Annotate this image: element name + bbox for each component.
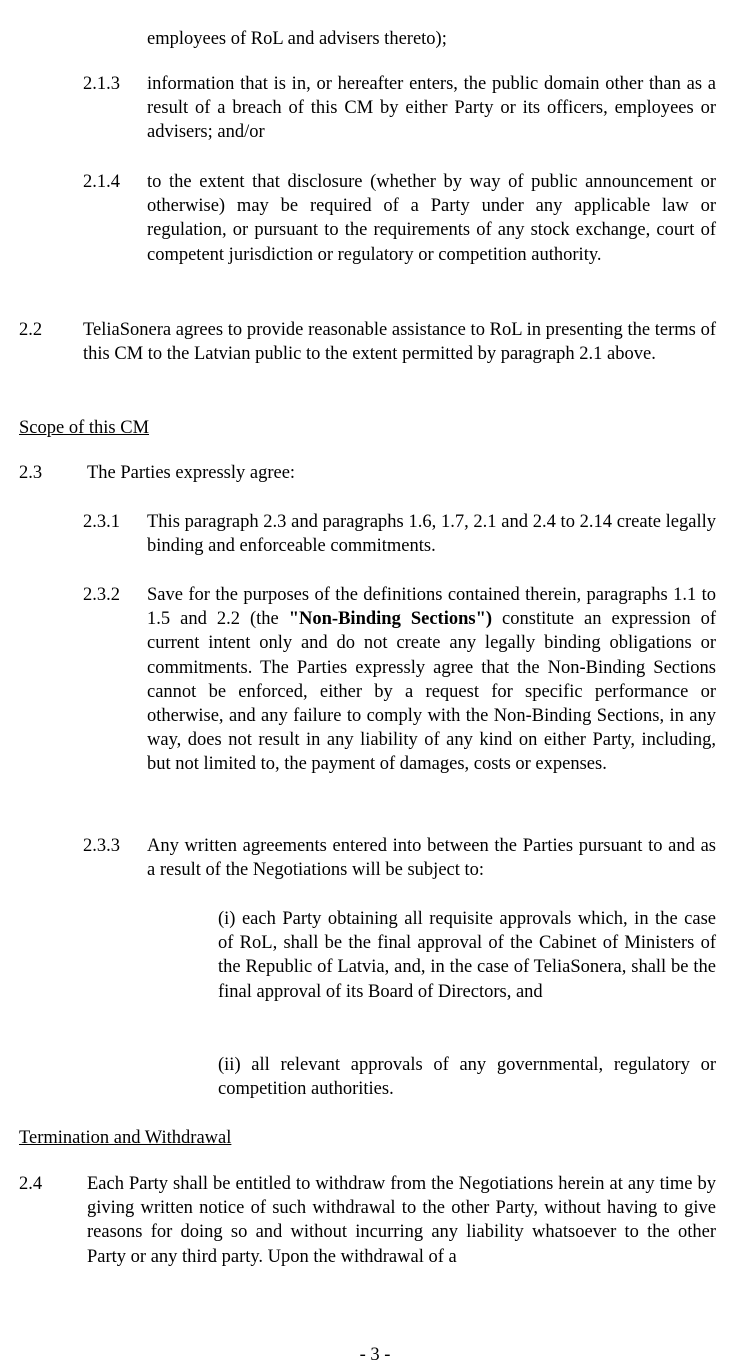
paragraph-number-2-1-3: 2.1.3 — [83, 74, 120, 94]
paragraph-number-2-3: 2.3 — [19, 463, 43, 483]
paragraph-text-2-3: The Parties expressly agree: — [87, 463, 296, 483]
paragraph-number-2-3-3: 2.3.3 — [83, 836, 120, 856]
paragraph-text-2-2: TeliaSonera agrees to provide reasonable assistance to RoL in presenting the terms of this CM to the Latvian public to the extent permitted by paragraph 2.1 above. — [83, 320, 716, 365]
paragraph-text-2-3-1: This paragraph 2.3 and paragraphs 1.6, 1.7, 2.1 and 2.4 to 2.14 create legally binding and enforceable commitments. — [147, 512, 716, 557]
paragraph-text-2-3-2-part-2: constitute an expression of current intent only and do not create any legally binding obligations or commitments. The Parties expressly agree that the Non-Binding Sections cannot be enforced, either by a request for specific performance or otherwise, and any failure to comply with the Non-Binding Sections, in any way, does not result in any liability of any kind on either Party, including, but not limited to, the payment of damages, costs or expenses. — [147, 609, 716, 775]
paragraph-text-2-1-3: information that is in, or hereafter enters, the public domain other than as a result of a breach of this CM by either Party or its officers, employees or advisers; and/or — [147, 74, 716, 143]
page-number: - 3 - — [359, 1345, 391, 1365]
paragraph-number-2-1-4: 2.1.4 — [83, 172, 120, 192]
paragraph-number-2-2: 2.2 — [19, 320, 43, 340]
non-binding-sections-term: "Non-Binding Sections") — [288, 609, 493, 630]
sub-item-ii: (ii) all relevant approvals of any governmental, regulatory or competition authorities. — [218, 1055, 716, 1100]
section-heading-scope: Scope of this CM — [19, 418, 150, 438]
section-heading-termination: Termination and Withdrawal — [19, 1128, 232, 1148]
sub-item-i: (i) each Party obtaining all requisite approvals which, in the case of RoL, shall be the final approval of the Cabinet of Ministers of the Republic of Latvia, and, in the case of TeliaSonera, shall be the final approval of its Board of Directors, and — [218, 909, 716, 1002]
continuation-text: employees of RoL and advisers thereto); — [147, 29, 447, 49]
paragraph-number-2-3-1: 2.3.1 — [83, 512, 120, 532]
paragraph-text-2-1-4: to the extent that disclosure (whether by way of public announcement or otherwise) may be required of a Party under any applicable law or regulation, or pursuant to the requirements of any stock exchange, court of competent jurisdiction or regulatory or competition authority. — [147, 172, 716, 265]
paragraph-text-2-3-3: Any written agreements entered into between the Parties pursuant to and as a result of the Negotiations will be subject to: — [147, 836, 716, 881]
paragraph-text-2-3-2-part-1: Save for the purposes of the definitions contained therein, paragraphs 1.1 to 1.5 and 2.2 (the — [147, 585, 716, 630]
paragraph-number-2-3-2: 2.3.2 — [83, 585, 120, 605]
paragraph-number-2-4: 2.4 — [19, 1174, 43, 1194]
paragraph-text-2-3-2 — [147, 583, 716, 777]
paragraph-text-2-4: Each Party shall be entitled to withdraw from the Negotiations herein at any time by giving written notice of such withdrawal to the other Party, without having to give reasons for doing so and without incurring any liability whatsoever to the other Party or any third party. Upon the withdrawal of a — [87, 1174, 716, 1267]
